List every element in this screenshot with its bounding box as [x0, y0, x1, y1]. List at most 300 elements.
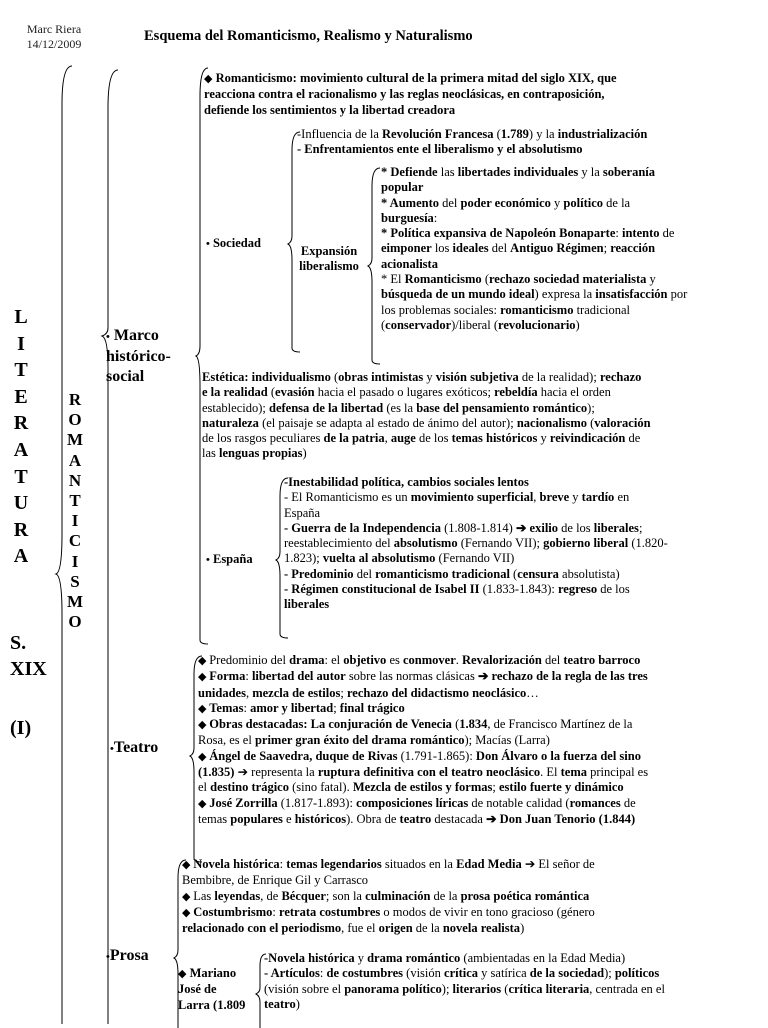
text-run: destino trágico	[210, 780, 289, 795]
vertical-letter: U	[13, 492, 29, 515]
text-line	[381, 318, 766, 333]
text-run: popular	[381, 180, 424, 195]
text-run: (Fernando VII)	[435, 551, 515, 566]
text-run: de costumbres	[326, 966, 404, 981]
text-run: evasión	[275, 385, 315, 400]
text-run: del	[439, 195, 461, 210]
bullet: •	[110, 743, 114, 755]
vertical-letter: T	[69, 491, 81, 511]
diamond-bullet: ◆	[198, 719, 210, 732]
text-line	[381, 241, 766, 256]
text-run: retrata costumbres	[279, 904, 381, 919]
text-line	[284, 475, 764, 490]
text-run: mezcla de estilos	[252, 685, 341, 700]
text-line	[381, 196, 766, 211]
text-run: político	[563, 195, 604, 210]
text-run: situados en la	[381, 857, 457, 871]
estetica-paragraph	[202, 370, 766, 462]
text-run: Mezcla de estilos y formas	[352, 780, 493, 795]
text-run: crítica	[444, 966, 479, 981]
text-run: destacada	[431, 811, 487, 826]
text-line	[202, 431, 766, 446]
text-run: de los	[558, 520, 594, 535]
text-line	[202, 370, 766, 385]
text-run: de	[625, 431, 641, 446]
expansion-liberalismo-label	[292, 244, 366, 274]
text-line	[198, 653, 766, 669]
text-run: * Política expansiva de Napoleón Bonaparte	[381, 226, 616, 241]
text-run: libertades individuales	[457, 165, 579, 179]
text-run: Revolución Francesa	[382, 127, 494, 141]
text-run: base del pensamiento romántico	[416, 400, 588, 415]
text-run: ,	[384, 431, 391, 446]
text-run: y	[569, 490, 582, 505]
text-line	[381, 165, 766, 180]
larra-label-line-2: José de	[178, 982, 217, 997]
vertical-letter: N	[68, 470, 82, 490]
text-line	[381, 272, 766, 287]
bullet: •	[206, 238, 210, 250]
text-run: (1.835)	[198, 765, 235, 780]
text-run: teatro	[399, 811, 432, 826]
text-run: (1.791-1.865):	[397, 748, 476, 763]
sociedad-label	[206, 236, 261, 252]
text-line	[381, 180, 766, 195]
text-run: censura	[517, 566, 559, 581]
vertical-letter: A	[68, 450, 82, 470]
text-run: Predominio del	[209, 653, 290, 667]
text-run: ;	[492, 780, 499, 795]
text-run: Novela histórica	[193, 857, 280, 871]
text-run: de la patria	[323, 431, 385, 446]
text-line	[284, 536, 764, 551]
expansion-label-2: liberalismo	[299, 259, 359, 273]
text-run: es	[386, 653, 403, 667]
vertical-letter: I	[71, 511, 79, 531]
text-line	[204, 71, 764, 87]
text-run: temas legendarios	[286, 857, 382, 871]
diamond-bullet: ◆	[182, 859, 194, 871]
expansion-label-1: Expansión	[300, 244, 358, 258]
author-block	[14, 22, 94, 52]
text-line	[381, 226, 766, 241]
text-line	[202, 385, 766, 400]
text-line	[284, 490, 764, 505]
text-run: en	[614, 490, 630, 505]
text-run: de la sociedad	[529, 966, 605, 981]
text-run: (	[330, 370, 339, 384]
diamond-bullet: ◆	[178, 968, 187, 980]
text-run: unidades	[198, 685, 246, 700]
text-run: del	[541, 653, 564, 667]
text-run: (1.808-1.814)	[440, 520, 516, 535]
text-run: - Predominio	[284, 566, 354, 581]
text-run: temas históricos	[451, 431, 538, 446]
text-run: . El	[540, 765, 561, 780]
century-number: XIX	[10, 658, 47, 680]
vertical-letter: A	[13, 438, 29, 461]
text-line	[198, 780, 766, 795]
text-run: (ambientadas en la Edad Media)	[460, 951, 626, 965]
text-run: obras intimistas	[338, 370, 424, 384]
text-run: :	[279, 857, 287, 871]
text-run: rechazo del didactismo neoclásico	[346, 685, 527, 700]
vertical-letter: T	[14, 359, 28, 382]
text-run: libertad del autor	[251, 669, 346, 684]
text-run: y	[423, 370, 436, 384]
text-run: :	[245, 669, 252, 684]
text-run: (	[493, 127, 501, 141]
text-line	[297, 142, 762, 157]
text-run: Forma	[209, 669, 246, 684]
text-run: por	[667, 287, 688, 302]
literatura-brace	[56, 64, 76, 1024]
romanticismo-brace	[102, 68, 122, 1024]
vertical-letter: R	[13, 518, 29, 541]
text-run: Rosa, es el	[198, 733, 255, 748]
text-run: acionalista	[381, 256, 438, 271]
espana-points	[284, 475, 764, 613]
text-run: Estética: individualismo	[202, 370, 331, 384]
literatura-vertical-title	[10, 304, 32, 570]
vertical-letter: I	[71, 551, 79, 571]
text-run: :	[433, 210, 438, 225]
text-run: tradicional	[573, 302, 631, 317]
text-run: las	[202, 446, 220, 461]
text-run: prosa poética romántica	[460, 888, 590, 903]
text-run: principal es	[586, 765, 649, 780]
text-run: gobierno liberal	[543, 536, 629, 551]
text-run: del	[353, 566, 376, 581]
text-run: (visión	[403, 966, 445, 981]
text-run: , centrada en el	[589, 981, 665, 996]
text-line	[284, 506, 764, 521]
text-run: revolucionario	[498, 317, 576, 332]
sociedad-brace	[288, 130, 304, 352]
text-run: ,	[245, 685, 253, 700]
prosa-label-text: Prosa	[109, 947, 149, 964]
text-run: ;	[333, 700, 340, 715]
text-run: drama	[289, 653, 325, 667]
text-run: novela realista	[442, 921, 521, 936]
text-run: tardío	[581, 490, 615, 505]
text-run: visión subjetiva	[435, 370, 519, 384]
text-run: (1.817-1.893):	[277, 795, 357, 810]
text-line	[284, 567, 764, 582]
text-run: liberales	[593, 520, 639, 535]
text-line	[202, 401, 766, 416]
text-run: (	[501, 981, 509, 996]
text-run: panorama político	[344, 981, 442, 996]
vertical-letter: E	[14, 385, 28, 408]
text-run: ) y la	[528, 127, 558, 141]
text-run: de la	[412, 921, 443, 936]
text-run: (	[481, 272, 489, 287]
marco-label-line-1	[106, 326, 171, 347]
text-run: España	[284, 505, 321, 520]
text-run: políticos	[614, 966, 660, 981]
text-run: ;	[638, 520, 643, 535]
text-line	[204, 87, 764, 102]
vertical-letter: R	[68, 390, 82, 409]
text-line	[182, 905, 766, 921]
text-line	[198, 796, 766, 812]
text-run: de la	[430, 888, 461, 903]
text-run: o modos de vivir en tono gracioso (género	[380, 904, 595, 919]
text-run: y	[646, 272, 656, 287]
text-run: de los	[597, 582, 630, 597]
larra-label	[178, 966, 245, 1013]
text-run: .	[455, 653, 462, 667]
text-run: naturaleza	[202, 415, 259, 430]
text-run: liberales	[284, 597, 330, 612]
text-run: teatro	[264, 996, 296, 1011]
diamond-bullet: ◆	[198, 750, 210, 763]
text-line	[381, 287, 766, 302]
text-run: (sino fatal).	[288, 780, 353, 795]
text-run: Antiguo Régimen	[510, 241, 604, 256]
text-run: del	[488, 241, 511, 256]
text-run: reestablecimiento del	[284, 536, 394, 551]
document-title: Esquema del Romanticismo, Realismo y Naturalismo	[144, 28, 473, 44]
text-line	[198, 749, 766, 765]
text-run: ;	[340, 685, 347, 700]
text-run: );	[587, 400, 595, 415]
text-run: (	[267, 385, 276, 400]
text-run: lenguas propias	[219, 446, 303, 461]
bullet: •	[106, 331, 110, 343]
text-run: -Novela histórica	[264, 951, 355, 965]
text-run: nacionalismo	[516, 415, 587, 430]
marco-label-line-3: social	[106, 368, 145, 385]
text-run: ➔ Don Juan Tenorio (1.844)	[486, 811, 636, 826]
text-run: búsqueda de un mundo ideal	[381, 287, 535, 302]
text-run: José Zorrilla	[209, 795, 278, 810]
text-line	[198, 733, 766, 748]
text-run: e	[282, 811, 295, 826]
text-run: - Régimen constitucional de Isabel II	[284, 582, 480, 597]
text-line	[264, 982, 766, 997]
text-line	[284, 597, 764, 612]
text-run: (1.833-1.843):	[479, 582, 558, 597]
text-run: 1.789	[500, 127, 529, 141]
text-run: establecido);	[202, 400, 269, 415]
text-run: :	[243, 700, 251, 715]
text-line	[182, 873, 766, 888]
diamond-bullet: ◆	[182, 906, 194, 919]
text-run: absolutismo	[393, 536, 458, 551]
text-run: romanticismo tradicional	[375, 566, 510, 581]
text-line	[381, 211, 766, 226]
espana-label-text: España	[212, 552, 253, 566]
text-run: (	[381, 317, 386, 332]
text-run: las	[437, 165, 458, 179]
text-run: - El Romanticismo es un	[284, 490, 411, 505]
text-run: ruptura definitiva con el teatro neoclásico	[317, 765, 541, 780]
text-run: burguesía	[381, 210, 434, 225]
text-run: -Inestabilidad política, cambios sociales lentos	[284, 475, 529, 489]
century-prefix: S.	[10, 632, 27, 654]
teatro-section-label	[110, 738, 158, 759]
text-run: y la	[578, 165, 603, 179]
text-run: ideales	[452, 241, 489, 256]
text-run: de los	[415, 431, 452, 446]
text-run: soberanía	[602, 165, 655, 179]
text-run: conmover	[402, 653, 456, 667]
text-run: drama romántico	[367, 951, 461, 965]
text-run: (	[451, 717, 460, 732]
text-run: eimponer	[381, 241, 432, 256]
diamond-bullet: ◆	[198, 702, 210, 715]
sociedad-points	[297, 127, 762, 158]
vertical-letter: O	[68, 410, 82, 430]
text-run: romanticismo	[500, 302, 574, 317]
prosa-points	[182, 857, 766, 936]
sociedad-label-text: Sociedad	[212, 236, 261, 250]
text-run: :	[272, 904, 279, 919]
text-run: vuelta al absolutismo	[322, 551, 436, 566]
text-run: ➔ representa la	[234, 765, 318, 780]
text-run: Las	[193, 888, 215, 903]
text-line	[264, 966, 766, 981]
romanticismo-definition	[204, 71, 764, 118]
diamond-bullet: ◆	[182, 890, 194, 903]
vertical-letter: A	[13, 545, 29, 568]
text-run: auge	[390, 431, 416, 446]
text-run: literarios	[452, 981, 502, 996]
text-run: e la realidad	[202, 385, 268, 400]
text-run: movimiento superficial	[410, 490, 534, 505]
text-run: * Defiende	[381, 165, 438, 179]
text-run: ; son la	[325, 888, 366, 903]
text-line	[202, 416, 766, 431]
text-run: :	[319, 966, 327, 981]
text-run: , fue el	[341, 921, 379, 936]
vertical-letter: L	[14, 306, 28, 328]
text-run: (el paisaje se adapta al estado de ánimo del autor);	[258, 415, 517, 430]
text-run: );	[441, 981, 453, 996]
text-run: Temas	[209, 700, 244, 715]
text-line	[198, 812, 766, 827]
text-run: crítica literaria	[508, 981, 590, 996]
text-run: reacción	[610, 241, 656, 256]
part-number: (I)	[10, 717, 32, 739]
text-run: 1.823);	[284, 551, 323, 566]
text-run: de la realidad);	[518, 370, 600, 384]
text-run: ) expresa la	[534, 287, 596, 302]
text-line	[284, 521, 764, 536]
marco-section-label	[106, 326, 171, 387]
marco-label-text: Marco	[113, 327, 159, 344]
text-run: (	[509, 566, 518, 581]
text-run: breve	[539, 490, 570, 505]
larra-label-line-3: Larra (1.809	[178, 997, 246, 1012]
text-run: Revalorización	[462, 653, 542, 667]
text-run: Don Álvaro o la fuerza del sino	[475, 748, 641, 763]
vertical-letter: T	[14, 465, 28, 488]
diamond-bullet: ◆	[204, 73, 213, 85]
text-run: reacciona contra el racionalismo y las reglas neoclásicas, en contraposición,	[204, 87, 605, 102]
text-run: )	[520, 921, 525, 936]
text-run: ➔ exilio	[515, 520, 559, 535]
text-run: sobre las normas clásicas	[345, 669, 478, 684]
vertical-letter: S	[70, 571, 80, 591]
text-run: ➔ rechazo de la regla de las tres	[477, 669, 648, 684]
diamond-bullet: ◆	[198, 797, 210, 810]
text-run: 1.834	[459, 717, 488, 732]
text-run: de	[659, 226, 675, 241]
text-run: , de	[260, 888, 282, 903]
text-run: y	[354, 951, 368, 965]
text-run: -Influencia de la	[297, 127, 383, 141]
text-run: poder económico	[460, 195, 551, 210]
text-run: Costumbrismo	[193, 904, 273, 919]
text-run: primer gran éxito del drama romántico	[254, 733, 465, 748]
text-run: conservador	[385, 317, 452, 332]
text-run: tema	[560, 765, 587, 780]
text-line	[198, 669, 766, 685]
text-run: ;	[603, 241, 611, 256]
bullet: •	[106, 951, 110, 963]
text-run: estilo fuerte y dinámico	[499, 780, 624, 795]
text-run: los problemas sociales:	[381, 302, 501, 317]
text-line	[198, 765, 766, 780]
century-label	[10, 630, 47, 682]
text-run: teatro barroco	[563, 653, 641, 667]
vertical-letter: I	[17, 332, 25, 355]
text-run: hacia el pasado o lugares exóticos;	[314, 385, 495, 400]
text-line	[198, 686, 766, 701]
text-run: final trágico	[339, 700, 405, 715]
teatro-points	[198, 653, 766, 827]
text-run: rechazo	[599, 370, 642, 384]
text-run: de la	[603, 195, 631, 210]
marco-label-line-2: histórico-	[106, 348, 171, 365]
author-name: Marc Riera	[26, 22, 82, 36]
text-run: )	[575, 317, 580, 332]
text-run: )/liberal (	[451, 317, 498, 332]
text-run: y satírica	[478, 966, 530, 981]
text-line	[198, 701, 766, 717]
text-run: temas	[198, 811, 231, 826]
text-run: ); Macías (Larra)	[464, 733, 550, 748]
text-run: composiciones líricas	[356, 795, 469, 810]
vertical-letter: C	[68, 531, 82, 551]
text-run: Ángel de Saavedra, duque de Rivas	[209, 748, 398, 763]
text-line	[381, 257, 766, 272]
text-run: objetivo	[343, 653, 387, 667]
text-run: históricos	[294, 811, 347, 826]
text-run: ,	[533, 490, 540, 505]
text-run: y	[550, 195, 564, 210]
larra-label-line-1	[178, 966, 245, 982]
vertical-letter: R	[13, 412, 29, 435]
text-run: los	[431, 241, 453, 256]
espana-label	[206, 552, 253, 568]
teatro-label-text: Teatro	[113, 739, 159, 756]
text-run: )	[302, 446, 307, 461]
text-run: : el	[324, 653, 344, 667]
document-date: 14/12/2009	[26, 37, 82, 51]
text-line	[182, 857, 766, 873]
text-run: de notable calidad (	[468, 795, 570, 810]
text-run: el	[198, 780, 211, 795]
text-run: defiende los sentimientos y la libertad creadora	[204, 102, 456, 117]
text-run: rebeldía	[494, 385, 538, 400]
text-run: , de Francisco Martínez de la	[487, 717, 633, 732]
text-run: de	[620, 795, 636, 810]
text-run: );	[604, 966, 615, 981]
